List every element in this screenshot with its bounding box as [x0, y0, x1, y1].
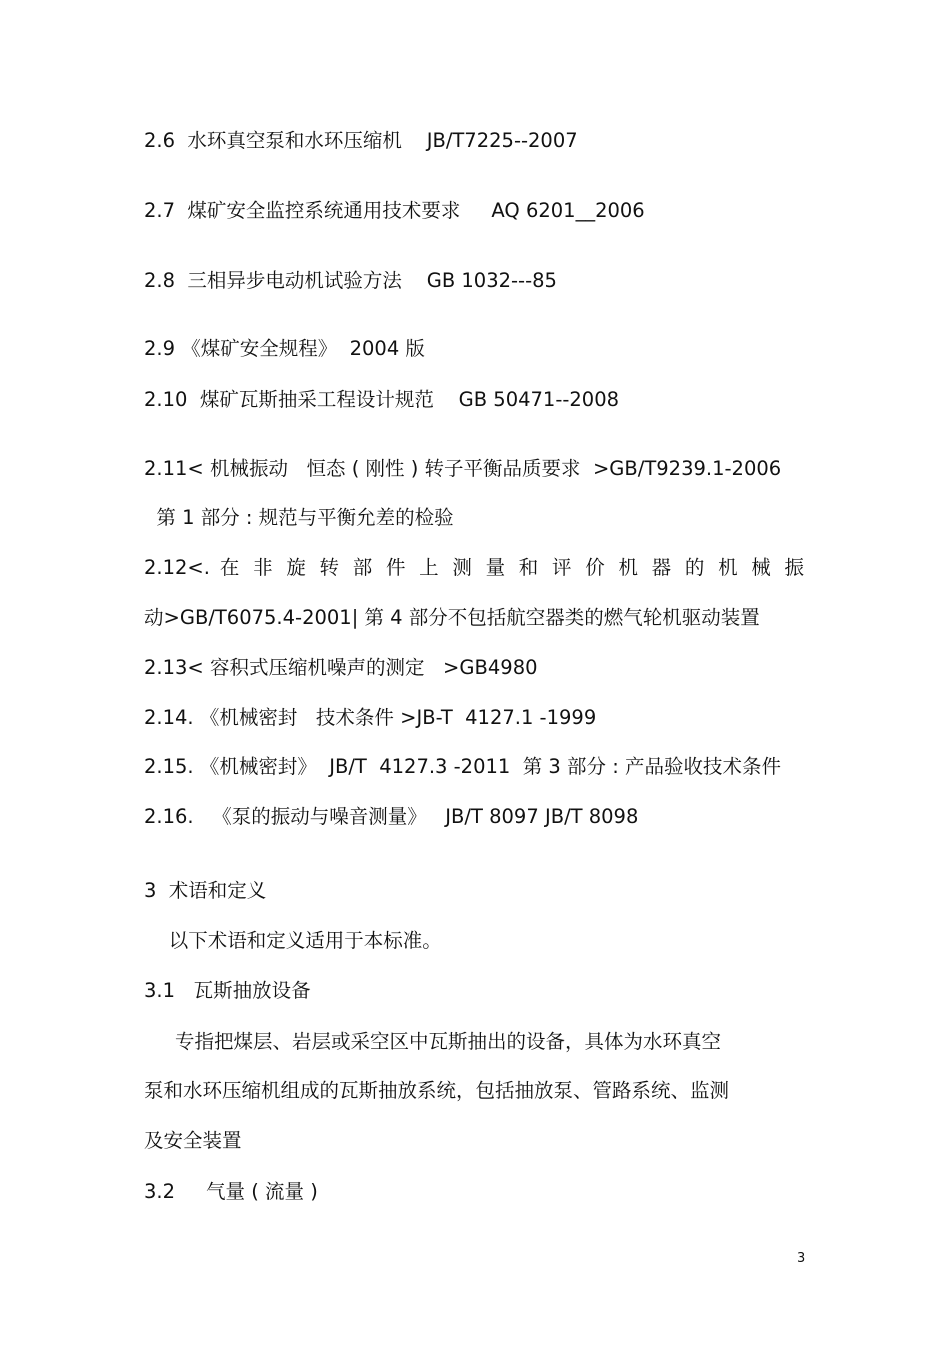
ref-2-6: 2.6 水环真空泵和水环压缩机 JB/T7225--2007	[144, 129, 578, 152]
section-3-1-heading: 3.1 瓦斯抽放设备	[144, 979, 311, 1002]
ref-2-7: 2.7 煤矿安全监控系统通用技术要求 AQ 6201__2006	[144, 199, 645, 222]
section-3-1-body-line: 专指把煤层、岩层或采空区中瓦斯抽出的设备，具体为水环真空	[144, 1030, 721, 1053]
section-3-heading: 3 术语和定义	[144, 879, 267, 902]
ref-2-10: 2.10 煤矿瓦斯抽采工程设计规范 GB 50471--2008	[144, 388, 620, 411]
ref-2-8: 2.8 三相异步电动机试验方法 GB 1032---85	[144, 269, 557, 292]
section-3-intro: 以下术语和定义适用于本标准。	[144, 929, 442, 952]
ref-2-14: 2.14. 《机械密封 技术条件 >JB-T 4127.1 -1999	[144, 706, 597, 729]
section-3-1-body-line: 及安全装置	[144, 1129, 242, 1152]
ref-2-12: 2.12<. 在 非 旋 转 部 件 上 测 量 和 评 价 机 器 的 机 械 振	[144, 556, 804, 579]
section-3-1-body-line: 泵和水环压缩机组成的瓦斯抽放系统，包括抽放泵、管路系统、监测	[144, 1079, 730, 1102]
ref-2-12-continuation: 动>GB/T6075.4-2001| 第 4 部分不包括航空器类的燃气轮机驱动装置	[144, 606, 760, 629]
ref-2-15: 2.15. 《机械密封》 JB/T 4127.3 -2011 第 3 部分 : 产品验收技术条件	[144, 755, 781, 778]
ref-2-9: 2.9 《煤矿安全规程》 2004 版	[144, 337, 425, 360]
page-number: 3	[797, 1251, 806, 1266]
ref-2-11: 2.11< 机械振动 恒态 ( 刚性 ) 转子平衡品质要求 >GB/T9239.1-2006	[144, 457, 782, 480]
ref-2-16: 2.16. 《泵的振动与噪音测量》 JB/T 8097 JB/T 8098	[144, 805, 639, 828]
section-3-2-heading: 3.2 气量 ( 流量 )	[144, 1180, 318, 1203]
ref-2-11-continuation: 第 1 部分 : 规范与平衡允差的检验	[144, 506, 454, 529]
ref-2-13: 2.13< 容积式压缩机噪声的测定 >GB4980	[144, 656, 538, 679]
